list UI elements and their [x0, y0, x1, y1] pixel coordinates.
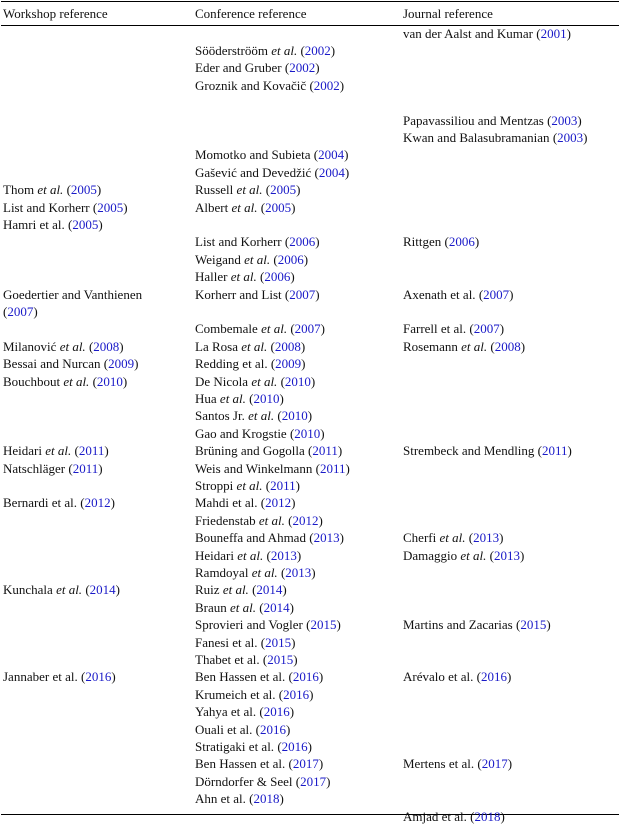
table-row [0, 199, 620, 216]
citation-authors: Heidari [3, 443, 42, 459]
citation-year-link[interactable]: 2010 [253, 390, 280, 406]
citation-year-link[interactable]: 2003 [557, 129, 584, 145]
citation-et-al: et al. [237, 338, 268, 354]
citation-year-link[interactable]: 2017 [481, 756, 508, 772]
citation-et-al: et al. [267, 42, 298, 58]
conference-citation: Brüning and Gogolla (2011) [195, 443, 343, 459]
citation-year-link[interactable]: 2018 [474, 808, 501, 824]
citation-year-link[interactable]: 2005 [70, 182, 97, 198]
citation-authors: Sprovieri and Vogler [195, 617, 303, 633]
journal-citation: Farrell et al. (2007) [403, 321, 505, 337]
table-row [0, 373, 620, 390]
citation-year-link[interactable]: 2011 [542, 443, 568, 459]
citation-authors: Ahn et al. [195, 791, 246, 807]
journal-citation: Axenath et al. (2007) [403, 286, 514, 302]
citation-authors: Ben Hassen et al. [195, 756, 286, 772]
citation-authors: Weis and Winkelmann [195, 460, 313, 476]
citation-et-al: et al. [60, 373, 90, 389]
citation-year-link[interactable]: 2010 [96, 373, 123, 389]
citation-year-link[interactable]: 2008 [494, 338, 521, 354]
header-conference: Conference reference [195, 6, 307, 21]
conference-citation: Ben Hassen et al. (2016) [195, 669, 324, 685]
table-row [0, 529, 620, 546]
citation-year-link[interactable]: 2005 [97, 199, 124, 215]
citation-year-link[interactable]: 2016 [260, 721, 286, 737]
citation-authors: Arévalo et al. [403, 669, 474, 685]
citation-year-link[interactable]: 2016 [283, 686, 310, 702]
citation-year-link[interactable]: 2012 [292, 512, 319, 528]
table-row [0, 303, 620, 320]
table-row [0, 355, 620, 372]
citation-year-link[interactable]: 2011 [72, 460, 99, 476]
citation-et-al: et al. [244, 408, 275, 424]
citation-authors: Mertens et al. [403, 756, 475, 772]
citation-authors: Ben Hassen et al. [195, 669, 286, 685]
citation-authors: Dörndorfer & Seel [195, 773, 293, 789]
journal-citation: Kwan and Balasubramanian (2003) [403, 129, 588, 145]
citation-year-link[interactable]: 2007 [7, 303, 34, 319]
table-row [0, 268, 620, 285]
table-row [0, 390, 620, 407]
conference-citation: Ouali et al. (2016) [195, 721, 291, 737]
table-row [0, 512, 620, 529]
journal-citation: Cherfi et al. (2013) [403, 530, 504, 546]
citation-et-al: et al. [257, 321, 288, 337]
table-row [0, 738, 620, 755]
journal-citation: Strembeck and Mendling (2011) [403, 443, 572, 459]
conference-citation: Albert et al. (2005) [195, 199, 296, 215]
citation-authors: Hua [195, 390, 217, 406]
conference-citation: Dörndorfer & Seel (2017) [195, 773, 331, 789]
citation-year-link[interactable]: 2012 [84, 495, 111, 511]
table-row [0, 216, 620, 233]
citation-year-link[interactable]: 2014 [263, 599, 290, 615]
citation-year-link[interactable]: 2017 [300, 773, 327, 789]
table-row [0, 25, 620, 42]
journal-citation: Papavassiliou and Mentzas (2003) [403, 112, 582, 128]
citation-year-link[interactable]: 2014 [256, 582, 283, 598]
table-row [0, 634, 620, 651]
journal-citation: Mertens et al. (2017) [403, 756, 513, 772]
table-row [0, 146, 620, 163]
journal-citation: Damaggio et al. (2013) [403, 547, 525, 563]
citation-authors: Milanović [3, 338, 57, 354]
table-row [0, 94, 620, 111]
conference-citation: Sprovieri and Vogler (2015) [195, 617, 341, 633]
conference-citation: Haller et al. (2006) [195, 269, 295, 285]
citation-year-link[interactable]: 2013 [285, 564, 312, 580]
conference-citation: Santos Jr. et al. (2010) [195, 408, 313, 424]
citation-authors: Ramdoyal [195, 564, 249, 580]
citation-year-link[interactable]: 2011 [78, 443, 105, 459]
conference-citation: List and Korherr (2006) [195, 234, 320, 250]
table-row [0, 494, 620, 511]
citation-authors: Bessai and Nurcan [3, 356, 101, 372]
citation-year-link[interactable]: 2013 [494, 547, 520, 563]
table-row [0, 790, 620, 807]
citation-year-link[interactable]: 2014 [89, 582, 116, 598]
citation-et-al: et al. [436, 530, 466, 546]
table-row [0, 425, 620, 442]
citation-year-link[interactable]: 2001 [540, 25, 567, 41]
citation-authors: Jannaber et al. [3, 669, 78, 685]
conference-citation: Ben Hassen et al. (2017) [195, 756, 324, 772]
conference-citation: Gašević and Devedžić (2004) [195, 164, 350, 180]
citation-authors: Gašević and Devedžić [195, 164, 312, 180]
citation-year-link[interactable]: 2002 [289, 60, 316, 76]
citation-et-al: et al. [233, 477, 263, 493]
citation-authors: De Nicola [195, 373, 249, 389]
workshop-citation: Thom et al. (2005) [3, 182, 102, 198]
table-row [0, 233, 620, 250]
citation-authors: List and Korherr [195, 234, 282, 250]
conference-citation: Weigand et al. (2006) [195, 251, 309, 267]
citation-year-link[interactable]: 2018 [253, 791, 280, 807]
conference-citation: Weis and Winkelmann (2011) [195, 460, 350, 476]
citation-year-link[interactable]: 2009 [108, 356, 135, 372]
citation-authors: Sööderströöm [195, 42, 268, 58]
citation-et-al: et al. [227, 269, 257, 285]
workshop-citation: Heidari et al. (2011) [3, 443, 109, 459]
conference-citation: Fanesi et al. (2015) [195, 634, 296, 650]
citation-year-link[interactable]: 2004 [318, 164, 345, 180]
citation-et-al: et al. [233, 182, 263, 198]
conference-citation: Friedenstab et al. (2012) [195, 512, 323, 528]
citation-authors: Brüning and Gogolla [195, 443, 305, 459]
citation-year-link[interactable]: 2013 [313, 530, 340, 546]
citation-authors: List and Korherr [3, 199, 90, 215]
citation-year-link[interactable]: 2011 [270, 477, 296, 493]
citation-et-al: et al. [41, 443, 72, 459]
citation-year-link[interactable]: 2006 [264, 269, 291, 285]
citation-year-link[interactable]: 2006 [289, 234, 316, 250]
citation-year-link[interactable]: 2013 [270, 547, 297, 563]
table-row [0, 442, 620, 459]
citation-authors: Stroppi [195, 477, 234, 493]
citation-authors: Weigand [195, 251, 241, 267]
citation-authors: Ouali et al. [195, 721, 253, 737]
citation-authors: Thabet et al. [195, 651, 260, 667]
conference-citation: Redding et al. (2009) [195, 356, 306, 372]
table-row [0, 112, 620, 129]
citation-authors: Mahdi et al. [195, 495, 258, 511]
workshop-citation: List and Korherr (2005) [3, 199, 128, 215]
table-row [0, 755, 620, 772]
citation-authors: Thom [3, 182, 35, 198]
conference-citation: Eder and Gruber (2002) [195, 60, 320, 76]
citation-authors: Fanesi et al. [195, 634, 258, 650]
citation-authors: Korherr and List [195, 286, 282, 302]
table-row [0, 703, 620, 720]
citation-et-al: et al. [240, 251, 271, 267]
table-row [0, 686, 620, 703]
table-row [0, 773, 620, 790]
citation-authors: Martins and Zacarias [403, 617, 513, 633]
citation-authors: Groznik and Kovačič [195, 77, 307, 93]
citation-et-al: et al. [34, 182, 64, 198]
citation-authors: Kwan and Balasubramanian [403, 129, 550, 145]
conference-citation: Thabet et al. (2015) [195, 651, 298, 667]
citation-et-al: et al. [457, 547, 487, 563]
conference-citation: Hua et al. (2010) [195, 390, 284, 406]
conference-citation: Ruiz et al. (2014) [195, 582, 287, 598]
citation-year-link[interactable]: 2007 [294, 321, 321, 337]
table-row [0, 181, 620, 198]
citation-year-link[interactable]: 2008 [274, 338, 301, 354]
citation-year-link[interactable]: 2015 [520, 617, 547, 633]
conference-citation: Gao and Krogstie (2010) [195, 425, 325, 441]
citation-year-link[interactable]: 2015 [310, 617, 337, 633]
workshop-citation: Kunchala et al. (2014) [3, 582, 120, 598]
table-row [0, 564, 620, 581]
citation-year-link[interactable]: 2009 [275, 356, 302, 372]
workshop-citation: (2007) [3, 303, 38, 319]
citation-et-al: et al. [56, 338, 86, 354]
table-row [0, 251, 620, 268]
header-workshop: Workshop reference [3, 6, 108, 21]
conference-citation: Krumeich et al. (2016) [195, 686, 314, 702]
citation-year-link[interactable]: 2006 [277, 251, 304, 267]
table-row [0, 808, 620, 825]
conference-citation: De Nicola et al. (2010) [195, 373, 316, 389]
journal-citation: van der Aalst and Kumar (2001) [403, 25, 571, 41]
journal-citation: Rosemann et al. (2008) [403, 338, 526, 354]
citation-authors: Haller [195, 269, 228, 285]
conference-citation: Momotko and Subieta (2004) [195, 147, 349, 163]
conference-citation: Mahdi et al. (2012) [195, 495, 296, 511]
citation-authors: Kunchala [3, 582, 53, 598]
table-row [0, 599, 620, 616]
table-row [0, 129, 620, 146]
citation-authors: Bouchbout [3, 373, 61, 389]
workshop-citation [3, 286, 142, 303]
citation-authors: Combemale [195, 321, 258, 337]
citation-year-link[interactable]: 2007 [473, 321, 500, 337]
citation-year-link[interactable]: 2013 [473, 530, 500, 546]
citation-year-link[interactable]: 2011 [319, 460, 346, 476]
header-journal: Journal reference [403, 6, 493, 21]
citation-authors: Damaggio [403, 547, 458, 563]
table-row [0, 320, 620, 337]
citation-authors: La Rosa [195, 338, 238, 354]
citation-authors: Bouneffa and Ahmad [195, 530, 306, 546]
citation-year-link[interactable]: 2007 [289, 286, 316, 302]
citation-authors: Braun [195, 599, 227, 615]
citation-year-link[interactable]: 2005 [265, 199, 292, 215]
citation-year-link[interactable]: 2004 [318, 147, 345, 163]
table-row [0, 581, 620, 598]
citation-authors: Santos Jr. [195, 408, 245, 424]
citation-et-al: et al. [457, 338, 488, 354]
conference-citation: Stroppi et al. (2011) [195, 477, 301, 493]
table-row [0, 407, 620, 424]
conference-citation: Groznik and Kovačič (2002) [195, 77, 345, 93]
citation-year-link[interactable]: 2015 [267, 651, 294, 667]
conference-citation: Ramdoyal et al. (2013) [195, 564, 316, 580]
citation-authors: Rittgen [403, 234, 442, 250]
workshop-citation: Jannaber et al. (2016) [3, 669, 116, 685]
conference-citation: Braun et al. (2014) [195, 599, 294, 615]
citation-year-link[interactable]: 2016 [85, 669, 112, 685]
table-row [0, 460, 620, 477]
conference-citation: Stratigaki et al. (2016) [195, 738, 312, 754]
citation-et-al: et al. [216, 390, 246, 406]
citation-year-link[interactable]: 2015 [265, 634, 292, 650]
citation-year-link[interactable]: 2006 [448, 234, 475, 250]
table-row [0, 721, 620, 738]
citation-authors: Gao and Krogstie [195, 425, 287, 441]
citation-authors: Eder and Gruber [195, 60, 282, 76]
citation-authors: Stratigaki et al. [195, 738, 275, 754]
citation-year-link[interactable]: 2002 [304, 42, 331, 58]
table-row [0, 651, 620, 668]
citation-et-al: et al. [248, 373, 278, 389]
citation-et-al: et al. [226, 599, 257, 615]
citation-authors: Yahya et al. [195, 704, 257, 720]
citation-authors: Amjad et al. [403, 808, 467, 824]
citation-authors: Redding et al. [195, 356, 268, 372]
citation-year-link[interactable]: 2016 [292, 669, 319, 685]
journal-citation: Martins and Zacarias (2015) [403, 617, 551, 633]
citation-year-link[interactable]: 2005 [270, 182, 297, 198]
citation-year-link[interactable]: 2011 [312, 443, 338, 459]
workshop-citation: Bouchbout et al. (2010) [3, 373, 128, 389]
citation-et-al: et al. [255, 512, 285, 528]
citation-authors: Bernardi et al. [3, 495, 77, 511]
citation-et-al: et al. [233, 547, 264, 563]
table-row [0, 77, 620, 94]
table-row [0, 547, 620, 564]
citation-authors: Russell [195, 182, 234, 198]
journal-citation: Amjad et al. (2018) [403, 808, 505, 824]
conference-citation: Korherr and List (2007) [195, 286, 320, 302]
citation-year-link[interactable]: 2003 [551, 112, 578, 128]
conference-citation: Heidari et al. (2013) [195, 547, 302, 563]
citation-authors: Friedenstab [195, 512, 256, 528]
citation-year-link[interactable]: 2010 [281, 408, 308, 424]
conference-citation: Sööderströöm et al. (2002) [195, 42, 336, 58]
workshop-citation: Milanović et al. (2008) [3, 338, 124, 354]
citation-authors: Ruiz [195, 582, 220, 598]
citation-et-al: et al. [248, 564, 278, 580]
citation-year-link[interactable]: 2016 [281, 738, 308, 754]
citation-et-al: et al. [52, 582, 83, 598]
conference-citation: Russell et al. (2005) [195, 182, 301, 198]
workshop-citation: Natschläger (2011) [3, 460, 103, 476]
citation-year-link[interactable]: 2007 [483, 286, 510, 302]
citation-year-link[interactable]: 2017 [292, 756, 319, 772]
citation-authors: Rosemann [403, 338, 458, 354]
table-header [0, 5, 620, 22]
citation-year-link[interactable]: 2005 [72, 216, 99, 232]
citation-authors: van der Aalst and Kumar [403, 25, 533, 41]
citation-authors: Hamri et al. [3, 216, 65, 232]
conference-citation: Bouneffa and Ahmad (2013) [195, 530, 344, 546]
conference-citation: Yahya et al. (2016) [195, 704, 295, 720]
table-row [0, 59, 620, 76]
workshop-citation: Bernardi et al. (2012) [3, 495, 115, 511]
table-row [0, 164, 620, 181]
table-top-rule [1, 1, 619, 2]
table-row [0, 477, 620, 494]
citation-authors: Krumeich et al. [195, 686, 276, 702]
citation-authors: Natschläger [3, 460, 66, 476]
citation-authors: Albert [195, 199, 229, 215]
workshop-citation: Bessai and Nurcan (2009) [3, 356, 139, 372]
table-row [0, 616, 620, 633]
journal-citation: Arévalo et al. (2016) [403, 669, 512, 685]
table-row [0, 42, 620, 59]
workshop-citation: Hamri et al. (2005) [3, 216, 103, 232]
citation-year-link[interactable]: 2002 [313, 77, 340, 93]
citation-year-link[interactable]: 2008 [93, 338, 120, 354]
citation-authors: Farrell et al. [403, 321, 467, 337]
journal-citation: Rittgen (2006) [403, 234, 480, 250]
conference-citation: Ahn et al. (2018) [195, 791, 284, 807]
table-row [0, 338, 620, 355]
table-row [0, 286, 620, 303]
citation-authors: Heidari [195, 547, 234, 563]
citation-authors: Papavassiliou and Mentzas [403, 112, 544, 128]
citation-authors: Axenath et al. [403, 286, 476, 302]
conference-citation: Combemale et al. (2007) [195, 321, 326, 337]
citation-authors: Momotko and Subieta [195, 147, 311, 163]
conference-citation: La Rosa et al. (2008) [195, 338, 306, 354]
citation-year-link[interactable]: 2016 [480, 669, 507, 685]
citation-authors: Cherfi [403, 530, 437, 546]
citation-year-link[interactable]: 2010 [284, 373, 311, 389]
citation-year-link[interactable]: 2012 [265, 495, 292, 511]
citation-year-link[interactable]: 2010 [294, 425, 321, 441]
citation-et-al: et al. [219, 582, 249, 598]
citation-authors: Goedertier and Vanthienen [3, 286, 143, 302]
table-row [0, 668, 620, 685]
citation-authors: Strembeck and Mendling [403, 443, 535, 459]
citation-et-al: et al. [228, 199, 258, 215]
citation-year-link[interactable]: 2016 [263, 704, 290, 720]
